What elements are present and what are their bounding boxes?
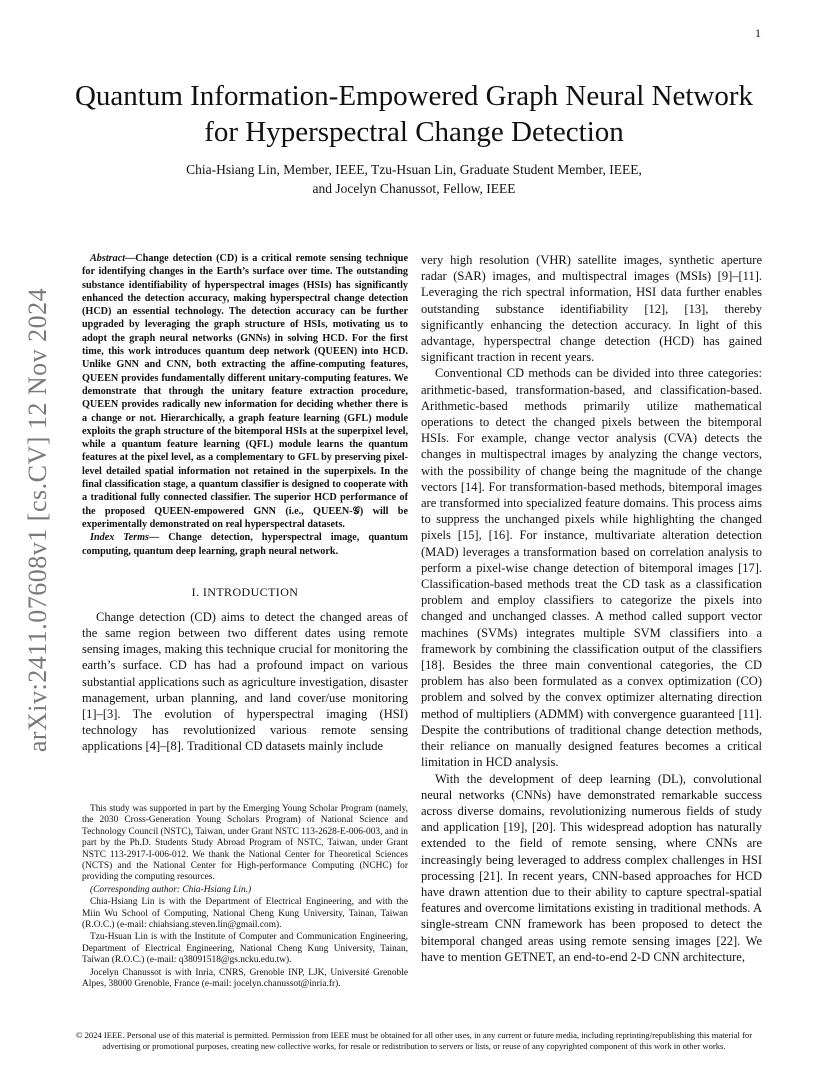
intro-paragraph: Change detection (CD) aims to detect the changed areas of the same region between two different dates using remote sensing images, making this technique crucial for monitoring the earth’s surface. CD has had a profound impact on various substantial applications such as agriculture investigation, disaster management, urban planning, and land cover/use monitoring [1]–[3]. The evolution of hyperspectral imaging (HSI) technology has revolutionized various remote sensing applications [4]–[8]. Traditional CD datasets mainly include: [82, 609, 408, 754]
footnotes: [82, 804, 408, 992]
copyright-notice: © 2024 IEEE. Personal use of this material is permitted. Permission from IEEE must be obtained for all other uses, in any current or future media, including reprinting/republishing this material for advertising or promotional purposes, creating new collective works, for resale or redistribution to servers or lists, or reuse of any copyrighted component of this work in other works.: [75, 1030, 753, 1051]
index-terms-text: — Change detection, hyperspectral image, quantum computing, quantum deep learning, graph neural network.: [82, 532, 408, 557]
author-line-2: and Jocelyn Chanussot, Fellow, IEEE: [312, 181, 516, 196]
footnote-author-2: Tzu-Hsuan Lin is with the Institute of Computer and Communication Engineering, Department of Electrical Engineering, National Cheng Kung University, Tainan, Taiwan (R.O.C.) (e-mail: q38091518@gs.ncku.edu.tw).: [82, 932, 408, 966]
footnote-funding: This study was supported in part by the Emerging Young Scholar Program (namely, the 2030 Cross-Generation Young Scholars Program) of National Science and Technology Council (NSTC), Taiwan, under Grant NSTC 113-2628-E-006-003, and in part by the Ph.D. Students Study Abroad Program of NSTC, Taiwan, under Grant NSTC 113-2917-I-006-012. We thank the National Center for Theoretical Sciences (NCTS) and the National Center for High-performance Computing (NCHC) for providing the computing resources.: [82, 804, 408, 883]
paper-title: Quantum Information-Empowered Graph Neural Network for Hyperspectral Change Detection: [74, 80, 754, 148]
body-paragraph: very high resolution (VHR) satellite images, synthetic aperture radar (SAR) images, and multispectral images (MSIs) [9]–[11]. Leveraging the rich spectral information, HSI data further enables outstanding substance identifiability [12], [13], thereby significantly enhancing the detection accuracy. In light of this advantage, hyperspectral change detection (HCD) has gained significant traction in recent years.: [421, 253, 762, 365]
footnote-author-1: Chia-Hsiang Lin is with the Department of Electrical Engineering, and with the Miin Wu School of Computing, National Cheng Kung University, Tainan, Taiwan (R.O.C.) (e-mail: chiahsiang.steven.lin@gmail.com).: [82, 897, 408, 931]
index-terms-lead: Index Terms: [90, 532, 150, 544]
body-paragraph: Conventional CD methods can be divided into three categories: arithmetic-based, transformation-based, and classification-based. Arithmetic-based methods primarily utilize mathematical operations to detect the changed pixels between the bitemporal HSIs. For example, change vector analysis (CVA) detects the changes in multispectral images by analyzing the change vectors, with the possibility of change being the magnitude of the change vectors [14]. For transformation-based methods, bitemporal images are transformed into specialized feature domains. This process aims to suppress the unchanged pixels while highlighting the changed pixels [15], [16]. For instance, multivariate alteration detection (MAD) leverages a transformation based on correlation analysis to perform a pixel-wise change detection of bitemporal images [17]. Classification-based methods treat the CD task as a classification problem and employ classifiers to categorize the pixels into changed and unchanged classes. A method called support vector machines (SVMs) integrates multiple SVM classifiers into a framework by combining the classification output of the classifiers [18]. Besides the three main conventional categories, the CD problem has also been formulated as a convex optimization (CO) problem and solved by the convex optimizer alternating direction method of multipliers (ADMM) with convergence guaranteed [11]. Despite the contributions of traditional change detection methods, their reliance on manually designed features becomes a critical limitation in HCD analysis.: [421, 366, 762, 770]
index-terms: [82, 531, 408, 558]
author-list: [100, 160, 728, 198]
abstract-text: —Change detection (CD) is a critical remote sensing technique for identifying changes in the Earth’s surface over time. The outstanding substance identifiability of hyperspectral images (HSIs) has significantly enhanced the detection accuracy, making hyperspectral change detection (HCD) an essential technology. The detection accuracy can be further upgraded by leveraging the graph structure of HSIs, motivating us to adopt the graph neural networks (GNNs) in solving HCD. For the first time, this work introduces quantum deep network (QUEEN) into HCD. Unlike GNN and CNN, both extracting the affine-computing features, QUEEN provides fundamentally different unitary-computing features. We demonstrate that through the unitary feature extraction procedure, QUEEN provides radically new information for deciding whether there is a change or not. Hierarchically, a graph feature learning (GFL) module exploits the graph structure of the bitemporal HSIs at the superpixel level, while a quantum feature learning (QFL) module learns the quantum features at the pixel level, as a complementary to GFL by preserving pixel-level detailed spatial information not retained in the superpixels. In the final classification stage, a quantum classifier is designed to cooperate with a traditional fully connected classifier. The superior HCD performance of the proposed QUEEN-empowered GNN (i.e., QUEEN-𝒢) will be experimentally demonstrated on real hyperspectral datasets.: [82, 253, 408, 530]
author-line-1: Chia-Hsiang Lin, Member, IEEE, Tzu-Hsuan Lin, Graduate Student Member, IEEE,: [186, 162, 642, 177]
left-column: [82, 252, 408, 755]
footnote-corresponding: (Corresponding author: Chia-Hsiang Lin.): [90, 884, 252, 895]
page-number: 1: [755, 26, 761, 40]
footnote-author-3: Jocelyn Chanussot is with Inria, CNRS, Grenoble INP, LJK, Université Grenoble Alpes, 38000 Grenoble, France (e-mail: jocelyn.chanussot@inria.fr).: [82, 967, 408, 990]
arxiv-sidebar: [10, 270, 66, 770]
section-heading: I. INTRODUCTION: [191, 584, 299, 599]
abstract-lead: Abstract: [90, 253, 126, 264]
abstract: [82, 252, 408, 531]
right-column: [421, 252, 762, 965]
body-paragraph: With the development of deep learning (DL), convolutional neural networks (CNNs) have demonstrated remarkable success across diverse domains, revolutionizing numerous fields of study and application [19], [20]. This widespread adoption has naturally extended to the field of remote sensing, where CNNs are increasingly being leveraged to address complex challenges in HSI processing [21]. In recent years, CNN-based approaches for HCD have drawn attention due to their ability to capture spectral-spatial features and overcome limitations existing in traditional methods. A single-stream CNN framework has been proposed to detect the bitemporal changed areas using remote sensing images [22]. We have to mention GETNET, an end-to-end 2-D CNN architecture,: [421, 771, 762, 964]
arxiv-identifier: arXiv:2411.07608v1 [cs.CV] 12 Nov 2024: [23, 287, 53, 753]
